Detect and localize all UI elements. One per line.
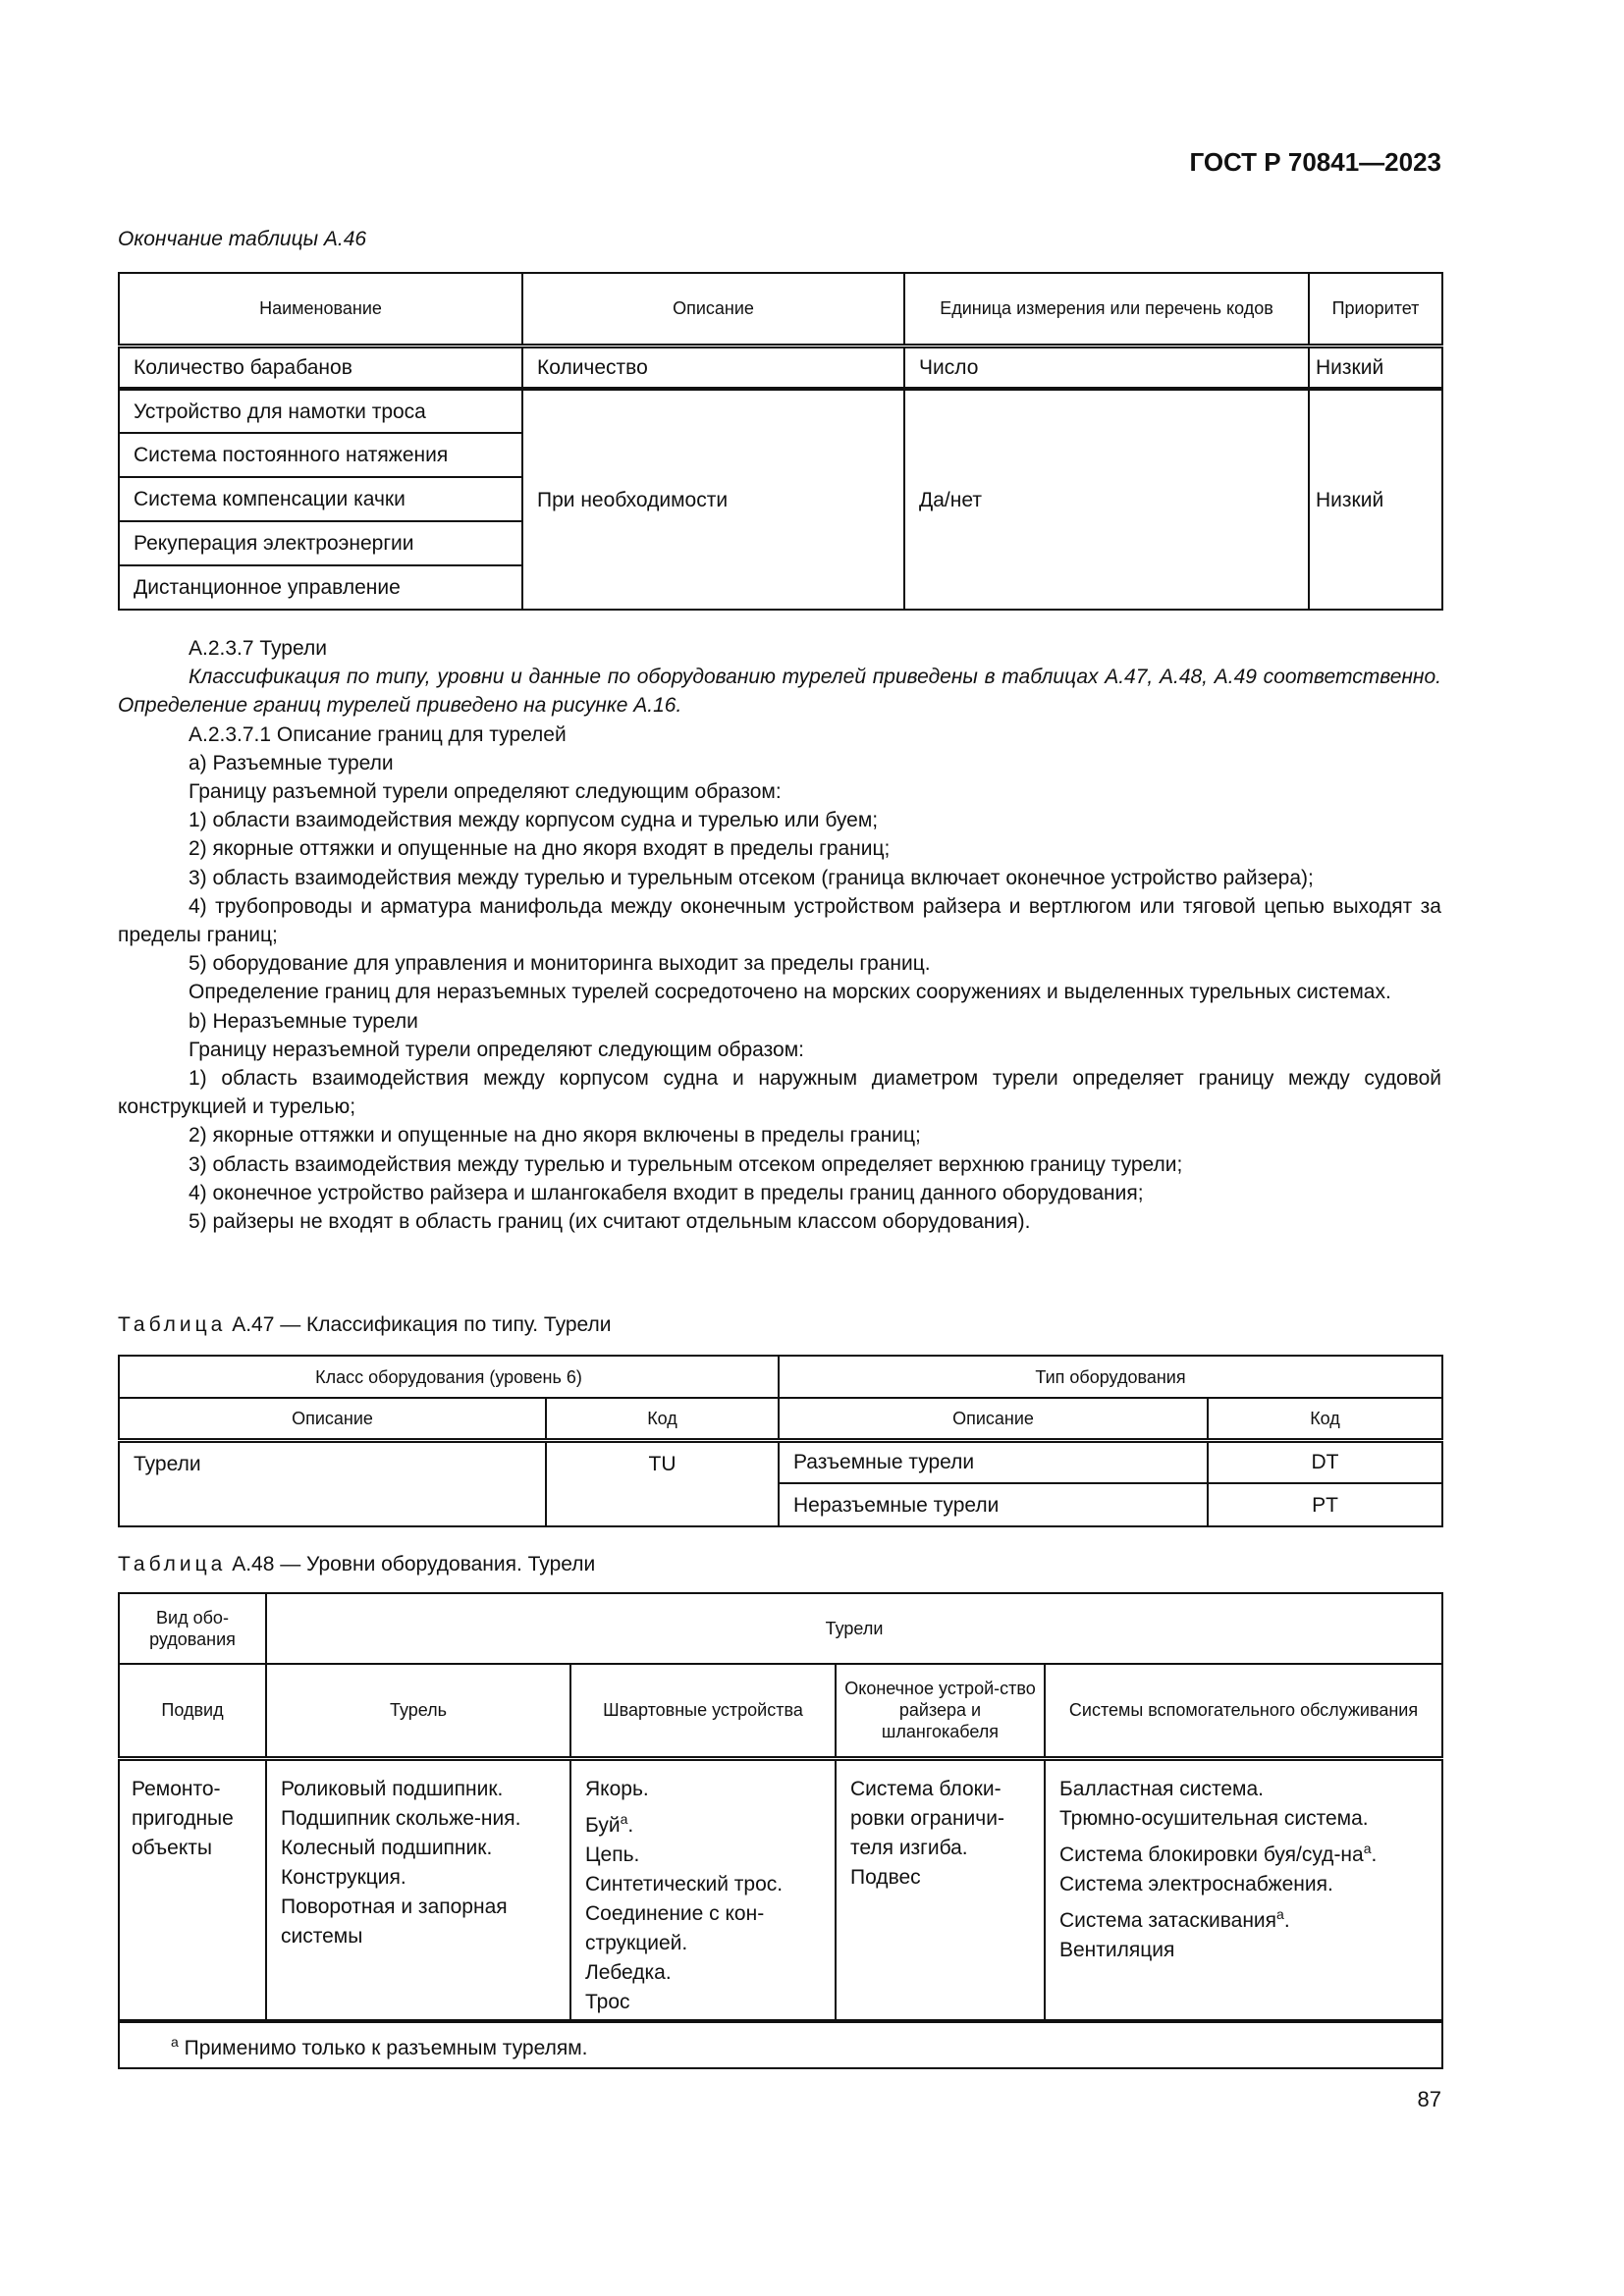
item: Подвес bbox=[850, 1865, 921, 1889]
item: Буй$^а$. bbox=[585, 1810, 634, 1837]
item: Колесный подшипник. bbox=[281, 1836, 493, 1859]
list-item: 1) области взаимодействия между корпусом судна и турелью или буем; bbox=[189, 809, 879, 832]
footnote-mark: а bbox=[1276, 1905, 1284, 1922]
item: Синтетический трос. bbox=[585, 1872, 784, 1896]
list-item: 1) область взаимодействия между корпусом судна и наружным диаметром турели определяет границу между судовой конструкцией и турелью; bbox=[118, 1067, 1441, 1119]
cell: Рекуперация электроэнергии bbox=[119, 521, 522, 565]
list-item: 5) оборудование для управления и мониторинга выходит за пределы границ. bbox=[189, 952, 931, 976]
list-item: 3) область взаимодействия между турелью и турельным отсеком определяет верхнюю границу турели; bbox=[189, 1152, 1183, 1176]
item: Система затаскивания$^а$. bbox=[1059, 1905, 1290, 1932]
group-header: Тип оборудования bbox=[779, 1356, 1442, 1398]
cell: Турели bbox=[119, 1440, 546, 1526]
item: Система блокировки буя/$суд-на^а$. bbox=[1059, 1840, 1378, 1866]
col-header: Системы вспомогательного обслуживания bbox=[1045, 1664, 1442, 1758]
item: Поворотная и запорная системы bbox=[281, 1895, 508, 1948]
cell: Число bbox=[904, 346, 1309, 389]
footnote-text: Применимо только к разъемным турелям. bbox=[184, 2036, 588, 2059]
col-header: Код bbox=[546, 1398, 779, 1440]
list-item: 2) якорные оттяжки и опущенные на дно якоря включены в пределы границ; bbox=[189, 1124, 921, 1148]
cell: PT bbox=[1208, 1483, 1442, 1526]
table-a47 bbox=[118, 1355, 1443, 1527]
col-header: Код bbox=[1208, 1398, 1442, 1440]
caption-label: Таблица bbox=[118, 1553, 227, 1575]
footnote-mark: а bbox=[620, 1810, 628, 1827]
item-text: Система затаскивания bbox=[1059, 1908, 1277, 1932]
item: Соединение с кон-струкцией. bbox=[585, 1901, 765, 1954]
cell bbox=[1045, 1758, 1442, 2021]
cell bbox=[836, 1758, 1045, 2021]
subsection-heading: А.2.3.7.1 Описание границ для турелей bbox=[189, 722, 567, 746]
col-header: Единица измерения или перечень кодов bbox=[904, 273, 1309, 346]
col-header: Описание bbox=[522, 273, 904, 346]
cell bbox=[570, 1758, 836, 2021]
item: Система электроснабжения. bbox=[1059, 1872, 1333, 1896]
cell: Неразъемные турели bbox=[779, 1483, 1208, 1526]
col-header: Турель bbox=[266, 1664, 570, 1758]
item: Трос bbox=[585, 1990, 630, 2013]
paragraph: a) Разъемные турели bbox=[189, 751, 394, 774]
paragraph: Классификация по типу, уровни и данные по оборудованию турелей приведены в таблицах А.47, А.48, А.49 соответственно. Определение границ турелей приведено на рисунке А.16. bbox=[118, 666, 1441, 718]
footnote-mark: а bbox=[171, 2033, 179, 2050]
item-text: Буй bbox=[585, 1813, 621, 1837]
col-header: Вид обо-рудования bbox=[119, 1593, 266, 1664]
paragraph: Границу разъемной турели определяют следующим образом: bbox=[189, 780, 782, 804]
col-header: Описание bbox=[119, 1398, 546, 1440]
footnote bbox=[119, 2021, 1442, 2068]
caption-text: А.47 — Классификация по типу. Турели bbox=[232, 1313, 612, 1336]
table-a48 bbox=[118, 1592, 1443, 2069]
item: Цепь. bbox=[585, 1842, 640, 1866]
item: Трюмно-осушительная система. bbox=[1059, 1806, 1369, 1830]
cell: Количество барабанов bbox=[119, 346, 522, 389]
table-continuation-caption: Окончание таблицы А.46 bbox=[118, 228, 367, 250]
item: Система блоки-ровки ограничи-теля изгиба. bbox=[850, 1777, 1004, 1859]
page-number: 87 bbox=[1417, 2087, 1441, 2111]
item: Роликовый подшипник. bbox=[281, 1777, 504, 1800]
paragraph: Определение границ для неразъемных турелей сосредоточено на морских сооружениях и выделенных турельных системах. bbox=[189, 981, 1391, 1004]
caption-label: Таблица bbox=[118, 1313, 227, 1336]
col-header: Швартовные устройства bbox=[570, 1664, 836, 1758]
item: Балластная система. bbox=[1059, 1777, 1264, 1800]
item: Лебедка. bbox=[585, 1960, 672, 1984]
col-header: Подвид bbox=[119, 1664, 266, 1758]
cell: DT bbox=[1208, 1440, 1442, 1483]
cell: Да/нет bbox=[904, 389, 1309, 610]
list-item: 2) якорные оттяжки и опущенные на дно якоря входят в пределы границ; bbox=[189, 837, 891, 861]
col-header: Турели bbox=[266, 1593, 1442, 1664]
section-text bbox=[118, 634, 1441, 1236]
col-header: Описание bbox=[779, 1398, 1208, 1440]
standard-number: ГОСТ Р 70841—2023 bbox=[1189, 147, 1441, 177]
section-heading: А.2.3.7 Турели bbox=[189, 637, 327, 660]
item: Якорь. bbox=[585, 1777, 649, 1800]
cell: Система компенсации качки bbox=[119, 477, 522, 521]
table-a48-caption bbox=[118, 1553, 595, 1576]
paragraph: Границу неразъемной турели определяют следующим образом: bbox=[189, 1038, 804, 1061]
list-item: 4) трубопроводы и арматура манифольда между оконечным устройством райзера и вертлюгом или тяговой цепью выходят за пределы границ; bbox=[118, 894, 1441, 947]
item-text: Система блокировки буя/суд-на bbox=[1059, 1842, 1364, 1866]
table-a47-caption bbox=[118, 1313, 611, 1337]
cell: Низкий bbox=[1309, 346, 1442, 389]
cell: Дистанционное управление bbox=[119, 565, 522, 610]
paragraph: b) Неразъемные турели bbox=[189, 1009, 418, 1033]
cell: При необходимости bbox=[522, 389, 904, 610]
col-header: Приоритет bbox=[1309, 273, 1442, 346]
caption-text: А.48 — Уровни оборудования. Турели bbox=[232, 1553, 596, 1575]
cell bbox=[266, 1758, 570, 2021]
list-item: 4) оконечное устройство райзера и шлангокабеля входит в пределы границ данного оборудования; bbox=[189, 1181, 1144, 1204]
group-header: Класс оборудования (уровень 6) bbox=[119, 1356, 779, 1398]
item: Подшипник скольже-ния. bbox=[281, 1806, 521, 1830]
col-header: Оконечное устрой-ство райзера и шлангокабеля bbox=[836, 1664, 1045, 1758]
cell: Разъемные турели bbox=[779, 1440, 1208, 1483]
table-a46 bbox=[118, 272, 1443, 611]
col-header: Наименование bbox=[119, 273, 522, 346]
cell: Устройство для намотки троса bbox=[119, 389, 522, 433]
cell: Система постоянного натяжения bbox=[119, 433, 522, 477]
list-item: 3) область взаимодействия между турелью и турельным отсеком (граница включает оконечное устройство райзера); bbox=[189, 866, 1314, 889]
item: Конструкция. bbox=[281, 1865, 406, 1889]
footnote-mark: а bbox=[1363, 1840, 1372, 1856]
cell: Низкий bbox=[1309, 389, 1442, 610]
cell: Ремонто-пригодные объекты bbox=[119, 1758, 266, 2021]
list-item: 5) райзеры не входят в область границ (их считают отдельным классом оборудования). bbox=[189, 1210, 1031, 1234]
item: Вентиляция bbox=[1059, 1938, 1175, 1961]
cell: Количество bbox=[522, 346, 904, 389]
cell: TU bbox=[546, 1440, 779, 1526]
